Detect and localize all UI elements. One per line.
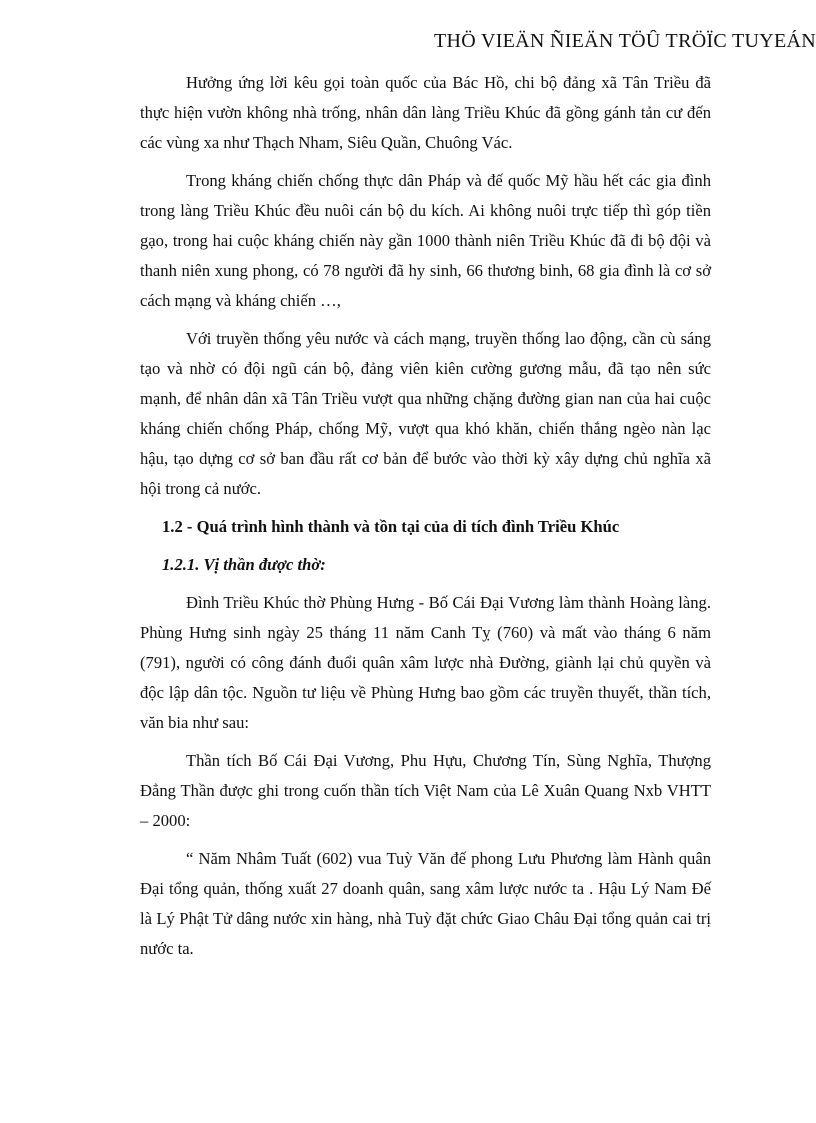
paragraph-evacuation: Hưởng ứng lời kêu gọi toàn quốc của Bác Hồ, chi bộ đảng xã Tân Triều đã thực hiện vườn không nhà trống, nhân dân làng Triều Khúc đã gồng gánh tản cư đến các vùng xa như Thạch Nham, Siêu Quần, Chuông Vác.: [140, 73, 711, 152]
paragraph-tradition: Với truyền thống yêu nước và cách mạng, truyền thống lao động, cần cù sáng tạo và nhờ có đội ngũ cán bộ, đảng viên kiên cường gương mẫu, đã tạo nên sức mạnh, để nhân dân xã Tân Triều vượt qua những chặng đường gian nan của hai cuộc kháng chiến chống Pháp, chống Mỹ, vượt qua khó khăn, chiến thắng ngèo nàn lạc hậu, tạo dựng cơ sở ban đầu rất cơ bản để bước vào thời kỳ xây dựng chủ nghĩa xã hội trong cả nước.: [140, 329, 711, 498]
section-heading: 1.2 - Quá trình hình thành và tồn tại của di tích đình Triều Khúc: [162, 517, 620, 536]
document-body: [140, 68, 711, 964]
page-header: THÖ VIEÄN ÑIEÄN TÖÛ TRÖÏC TUYEÁN: [434, 30, 816, 52]
paragraph-than-tich: Thần tích Bố Cái Đại Vương, Phu Hựu, Chương Tín, Sùng Nghĩa, Thượng Đẳng Thần được ghi trong cuốn thần tích Việt Nam của Lê Xuân Quang Nxb VHTT – 2000:: [140, 751, 711, 830]
paragraph-phung-hung: Đình Triều Khúc thờ Phùng Hưng - Bố Cái Đại Vương làm thành Hoàng làng. Phùng Hưng sinh ngày 25 tháng 11 năm Canh Tỵ (760) và mất vào tháng 6 năm (791), người có công đánh đuổi quân xâm lược nhà Đường, giành lại chủ quyền và độc lập dân tộc. Nguồn tư liệu về Phùng Hưng bao gồm các truyền thuyết, thần tích, văn bia như sau:: [140, 593, 711, 732]
subsection-heading: 1.2.1. Vị thần được thờ:: [162, 555, 326, 574]
paragraph-resistance: Trong kháng chiến chống thực dân Pháp và đế quốc Mỹ hầu hết các gia đình trong làng Triều Khúc đều nuôi cán bộ du kích. Ai không nuôi trực tiếp thì góp tiền gạo, trong hai cuộc kháng chiến này gần 1000 thành niên Triều Khúc đã đi bộ đội và thanh niên xung phong, có 78 người đã hy sinh, 66 thương binh, 68 gia đình là cơ sở cách mạng và kháng chiến …,: [140, 171, 711, 310]
paragraph-quotation: “ Năm Nhâm Tuất (602) vua Tuỳ Văn đế phong Lưu Phương làm Hành quân Đại tổng quản, thống xuất 27 doanh quân, sang xâm lược nước ta . Hậu Lý Nam Đế là Lý Phật Tử dâng nước xin hàng, nhà Tuỳ đặt chức Giao Châu Đại tổng quản cai trị nước ta.: [140, 849, 711, 958]
